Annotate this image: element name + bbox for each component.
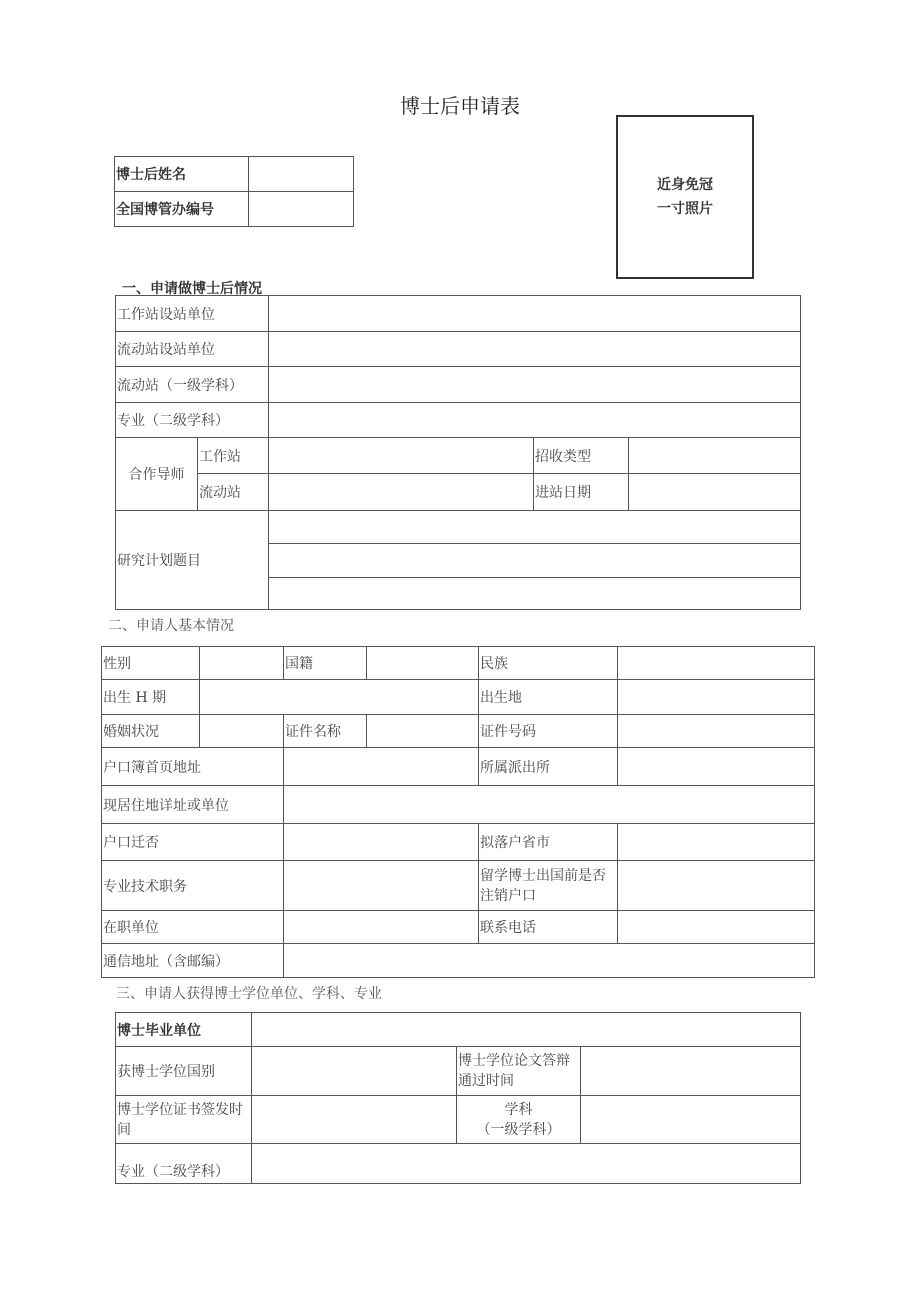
- marital-status-field[interactable]: [200, 715, 284, 748]
- hukou-transfer-label: 户口迁否: [102, 824, 284, 861]
- hukou-target-label: 拟落户省市: [479, 824, 618, 861]
- discipline-main: 学科: [504, 1101, 533, 1118]
- employer-field[interactable]: [284, 911, 479, 944]
- gender-label: 性别: [102, 647, 200, 680]
- discipline-field[interactable]: [581, 1096, 801, 1144]
- hukou-transfer-field[interactable]: [284, 824, 479, 861]
- marital-status-label: 婚姻状况: [102, 715, 200, 748]
- ethnicity-field[interactable]: [618, 647, 815, 680]
- phone-label: 联系电话: [479, 911, 618, 944]
- work-station-unit-field[interactable]: [269, 296, 801, 332]
- police-station-label: 所属派出所: [479, 748, 618, 786]
- birth-date-field[interactable]: [200, 680, 479, 715]
- recruit-type-label: 招收类型: [534, 438, 629, 474]
- major-label-3: 专业（二级学科）: [116, 1144, 252, 1184]
- id-number-label: 证件号码: [479, 715, 618, 748]
- nationality-field[interactable]: [367, 647, 479, 680]
- name-label: 博士后姓名: [115, 157, 249, 192]
- number-field[interactable]: [249, 192, 354, 227]
- gender-field[interactable]: [200, 647, 284, 680]
- birthplace-field[interactable]: [618, 680, 815, 715]
- section1-heading: 一、申请做博士后情况: [122, 281, 262, 297]
- mobile-station-unit-field[interactable]: [269, 332, 801, 367]
- mailing-address-field[interactable]: [284, 944, 815, 978]
- major-field-3[interactable]: [252, 1144, 801, 1184]
- mailing-address-label: 通信地址（含邮编）: [102, 944, 284, 978]
- defense-time-label: 博士学位论文答辩通过时间: [457, 1047, 581, 1096]
- advisor-work-station-label: 工作站: [198, 438, 269, 474]
- work-station-unit-label: 工作站设站单位: [116, 296, 269, 332]
- advisor-label: 合作导师: [116, 438, 198, 511]
- advisor-work-station-field[interactable]: [269, 438, 534, 474]
- id-type-label: 证件名称: [284, 715, 367, 748]
- police-station-field[interactable]: [618, 748, 815, 786]
- discipline-label: [457, 1096, 581, 1144]
- entry-date-label: 进站日期: [534, 474, 629, 511]
- phone-field[interactable]: [618, 911, 815, 944]
- overseas-hukou-label: 留学博士出国前是否注销户口: [479, 861, 618, 911]
- birthplace-label: 出生地: [479, 680, 618, 715]
- ethnicity-label: 民族: [479, 647, 618, 680]
- recruit-type-field[interactable]: [629, 438, 801, 474]
- mobile-station-unit-label: 流动站设站单位: [116, 332, 269, 367]
- section3-table: [115, 1012, 801, 1184]
- mobile-station-discipline-label: 流动站（一级学科）: [116, 367, 269, 403]
- major-field[interactable]: [269, 403, 801, 438]
- research-topic-label: 研究计划题目: [116, 511, 269, 610]
- entry-date-field[interactable]: [629, 474, 801, 511]
- graduate-unit-label: 博士毕业单位: [116, 1013, 252, 1047]
- hukou-target-field[interactable]: [618, 824, 815, 861]
- current-address-field[interactable]: [284, 786, 815, 824]
- photo-box[interactable]: [616, 115, 754, 279]
- photo-line1: 近身免冠: [657, 177, 713, 193]
- mobile-station-discipline-field[interactable]: [269, 367, 801, 403]
- employer-label: 在职单位: [102, 911, 284, 944]
- birth-date-label: 出生 H 期: [102, 680, 200, 715]
- graduate-unit-field[interactable]: [252, 1013, 801, 1047]
- form-title: 博士后申请表: [400, 94, 520, 118]
- hukou-address-field[interactable]: [284, 748, 479, 786]
- nationality-label: 国籍: [284, 647, 367, 680]
- degree-country-field[interactable]: [252, 1047, 457, 1096]
- degree-country-label: 获博士学位国别: [116, 1047, 252, 1096]
- research-topic-line-2[interactable]: [269, 544, 801, 578]
- id-table: [114, 156, 354, 227]
- section2-table: [101, 646, 815, 978]
- professional-title-field[interactable]: [284, 861, 479, 911]
- id-number-field[interactable]: [618, 715, 815, 748]
- section3-heading: 三、申请人获得博士学位单位、学科、专业: [116, 986, 382, 1002]
- research-topic-line-1[interactable]: [269, 511, 801, 544]
- major-label: 专业（二级学科）: [116, 403, 269, 438]
- certificate-time-field[interactable]: [252, 1096, 457, 1144]
- photo-line2: 一寸照片: [657, 201, 713, 217]
- section2-heading: 二、申请人基本情况: [108, 618, 234, 634]
- name-field[interactable]: [249, 157, 354, 192]
- research-topic-line-3[interactable]: [269, 578, 801, 610]
- overseas-hukou-field[interactable]: [618, 861, 815, 911]
- advisor-mobile-station-field[interactable]: [269, 474, 534, 511]
- certificate-time-label: 博士学位证书签发时间: [116, 1096, 252, 1144]
- id-type-field[interactable]: [367, 715, 479, 748]
- number-label: 全国博管办编号: [115, 192, 249, 227]
- section1-table: [115, 295, 801, 610]
- professional-title-label: 专业技术职务: [102, 861, 284, 911]
- current-address-label: 现居住地详址或单位: [102, 786, 284, 824]
- discipline-sub: （一级学科）: [476, 1121, 561, 1138]
- advisor-mobile-station-label: 流动站: [198, 474, 269, 511]
- hukou-address-label: 户口簿首页地址: [102, 748, 284, 786]
- defense-time-field[interactable]: [581, 1047, 801, 1096]
